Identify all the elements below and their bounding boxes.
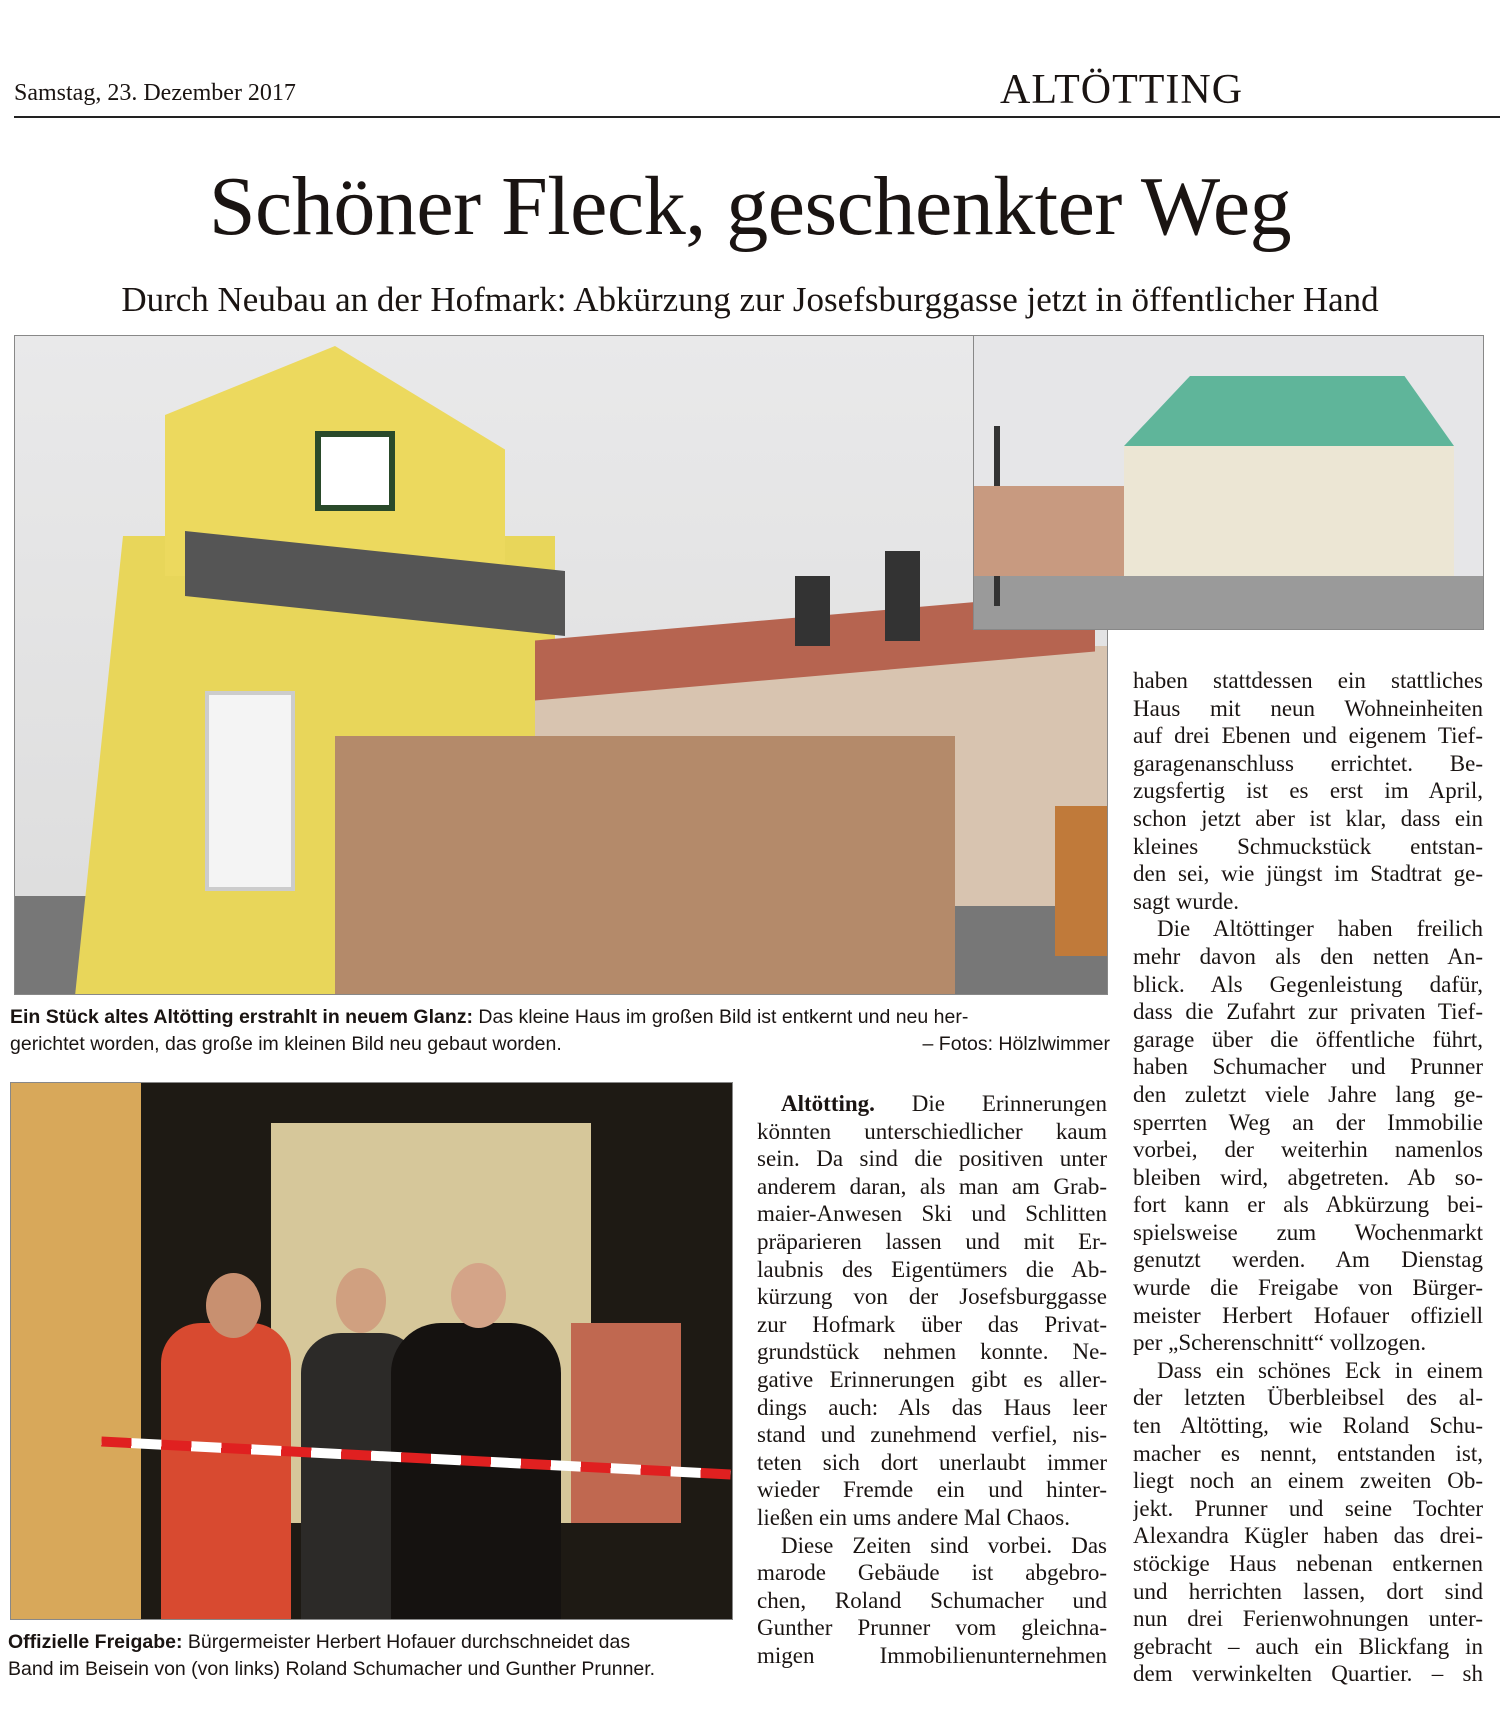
text-line: kürzung von der Josefsburggasse [757, 1284, 1107, 1310]
text-line: Altötting. Die Erinnerungen [781, 1091, 1107, 1116]
text-line: sein. Da sind die positiven unter [757, 1146, 1107, 1172]
text-line: meister Herbert Hofauer offiziell [1133, 1302, 1483, 1328]
text-line: macher es nennt, entstanden ist, [1133, 1440, 1483, 1466]
text-line: nun drei Ferienwohnungen unter- [1133, 1606, 1483, 1632]
text-line: fort kann er als Abkürzung bei- [1133, 1192, 1483, 1218]
text-line: teten sich dort unerlaubt immer [757, 1449, 1107, 1475]
subheadline: Durch Neubau an der Hofmark: Abkürzung zur Josefsburggasse jetzt in öffentlicher Hand [121, 280, 1379, 319]
text-line: der letzten Überbleibsel des al- [1133, 1385, 1483, 1411]
text-line: wieder Fremde ein und hinter- [757, 1477, 1107, 1503]
text-line: Diese Zeiten sind vorbei. Das [781, 1532, 1107, 1558]
article-column-right [1133, 667, 1483, 1688]
text-line: haben Schumacher und Prunner [1133, 1054, 1483, 1080]
text-line: dings auch: Als das Haus leer [757, 1394, 1107, 1420]
text-line: Alexandra Kügler haben das drei- [1133, 1523, 1483, 1549]
text-line: jekt. Prunner und seine Tochter [1133, 1495, 1483, 1521]
text-line: dem verwinkelten Quartier. – sh [1133, 1661, 1483, 1687]
text-line: stand und zunehmend verfiel, nis- [757, 1422, 1107, 1448]
text-line: bleiben wird, abgetreten. Ab so- [1133, 1164, 1483, 1190]
text-line: liegt noch an einem zweiten Ob- [1133, 1468, 1483, 1494]
photo2-caption: Offizielle Freigabe: Bürgermeister Herbert Hofauer durchschneidet das Band im Beisein von (von links) Roland Schumacher und Gunther Prunner. [8, 1631, 656, 1680]
text-line: laubnis des Eigentümers die Ab- [757, 1256, 1107, 1282]
text-line: genutzt werden. Am Dienstag [1133, 1247, 1483, 1273]
text-line: maier-Anwesen Ski und Schlitten [757, 1201, 1107, 1227]
text-line: Gunther Prunner vom gleichna- [757, 1615, 1107, 1641]
text-line: gative Erinnerungen gibt es aller- [757, 1366, 1107, 1392]
dateline: Altötting. [781, 1091, 875, 1116]
text-line: spielsweise zum Wochenmarkt [1133, 1219, 1483, 1245]
text-line: den sei, wie jüngst im Stadtrat ge- [1133, 861, 1483, 887]
text-line: vorbei, der weiterhin namenlos [1133, 1137, 1483, 1163]
text-line: ließen ein ums andere Mal Chaos. [757, 1504, 1070, 1530]
text-line: anderem daran, als man am Grab- [757, 1173, 1107, 1199]
text-line: den zuletzt viele Jahre lang ge- [1133, 1081, 1483, 1107]
text-line: wurde die Freigabe von Bürger- [1133, 1275, 1483, 1301]
text-line: sagt wurde. [1133, 888, 1240, 914]
photo-yellow-house [14, 335, 1108, 995]
photo-credit: – Fotos: Hölzlwimmer [922, 1033, 1110, 1055]
header-rule [14, 116, 1500, 118]
text-line: mehr davon als den netten An- [1133, 943, 1483, 969]
photo-ribbon-cutting [10, 1082, 733, 1620]
text-line: könnten unterschiedlicher kaum [757, 1118, 1107, 1144]
text-line: sperrten Weg an der Immobilie [1133, 1109, 1483, 1135]
text-line: garagenanschluss errichtet. Be- [1133, 750, 1483, 776]
text-line: marode Gebäude ist abgebro- [757, 1560, 1107, 1586]
text-line: zur Hofmark über das Privat- [757, 1311, 1107, 1337]
text-line: garage über die öffentliche führt, [1133, 1026, 1483, 1052]
text-line: präparieren lassen und mit Er- [757, 1228, 1107, 1254]
photo-new-building [973, 335, 1484, 630]
text-line: zugsfertig ist es erst im April, [1133, 778, 1483, 804]
text-line: grundstück nehmen konnte. Ne- [757, 1339, 1107, 1365]
text-line: Dass ein schönes Eck in einem [1157, 1357, 1483, 1383]
text-line: blick. Als Gegenleistung dafür, [1133, 971, 1483, 997]
text-line: Haus mit neun Wohneinheiten [1133, 695, 1483, 721]
text-line: kleines Schmuckstück entstan- [1133, 833, 1483, 859]
article-column-middle [757, 1090, 1107, 1669]
text-line: schon jetzt aber ist klar, dass ein [1133, 805, 1483, 831]
text-line: chen, Roland Schumacher und [757, 1587, 1107, 1613]
text-line: haben stattdessen ein stattliches [1133, 668, 1483, 693]
issue-date: Samstag, 23. Dezember 2017 [14, 80, 296, 106]
text-line: und herrichten lassen, dort sind [1133, 1578, 1483, 1604]
text-line: auf drei Ebenen und eigenem Tief- [1133, 723, 1483, 749]
text-line: migen Immobilienunternehmen [757, 1642, 1107, 1668]
text-line: gebracht – auch ein Blickfang in [1133, 1633, 1483, 1659]
text-line: ten Altötting, wie Roland Schu- [1133, 1413, 1483, 1439]
photo1-caption: Ein Stück altes Altötting erstrahlt in neuem Glanz: Das kleine Haus im großen Bild ist entkernt und neu her- gerichtet worden, das große im kleinen Bild neu gebaut worden. – Fotos: Hölzlwimmer [10, 1004, 1110, 1058]
text-line: stöckige Haus nebenan entkernen [1133, 1551, 1483, 1576]
text-line: dass die Zufahrt zur privaten Tief- [1133, 999, 1483, 1025]
headline: Schöner Fleck, geschenkter Weg [208, 160, 1292, 253]
text-line: Die Altöttinger haben freilich [1157, 916, 1483, 942]
text-line: per „Scherenschnitt“ vollzogen. [1133, 1330, 1427, 1356]
section-title: ALTÖTTING [1000, 67, 1244, 113]
